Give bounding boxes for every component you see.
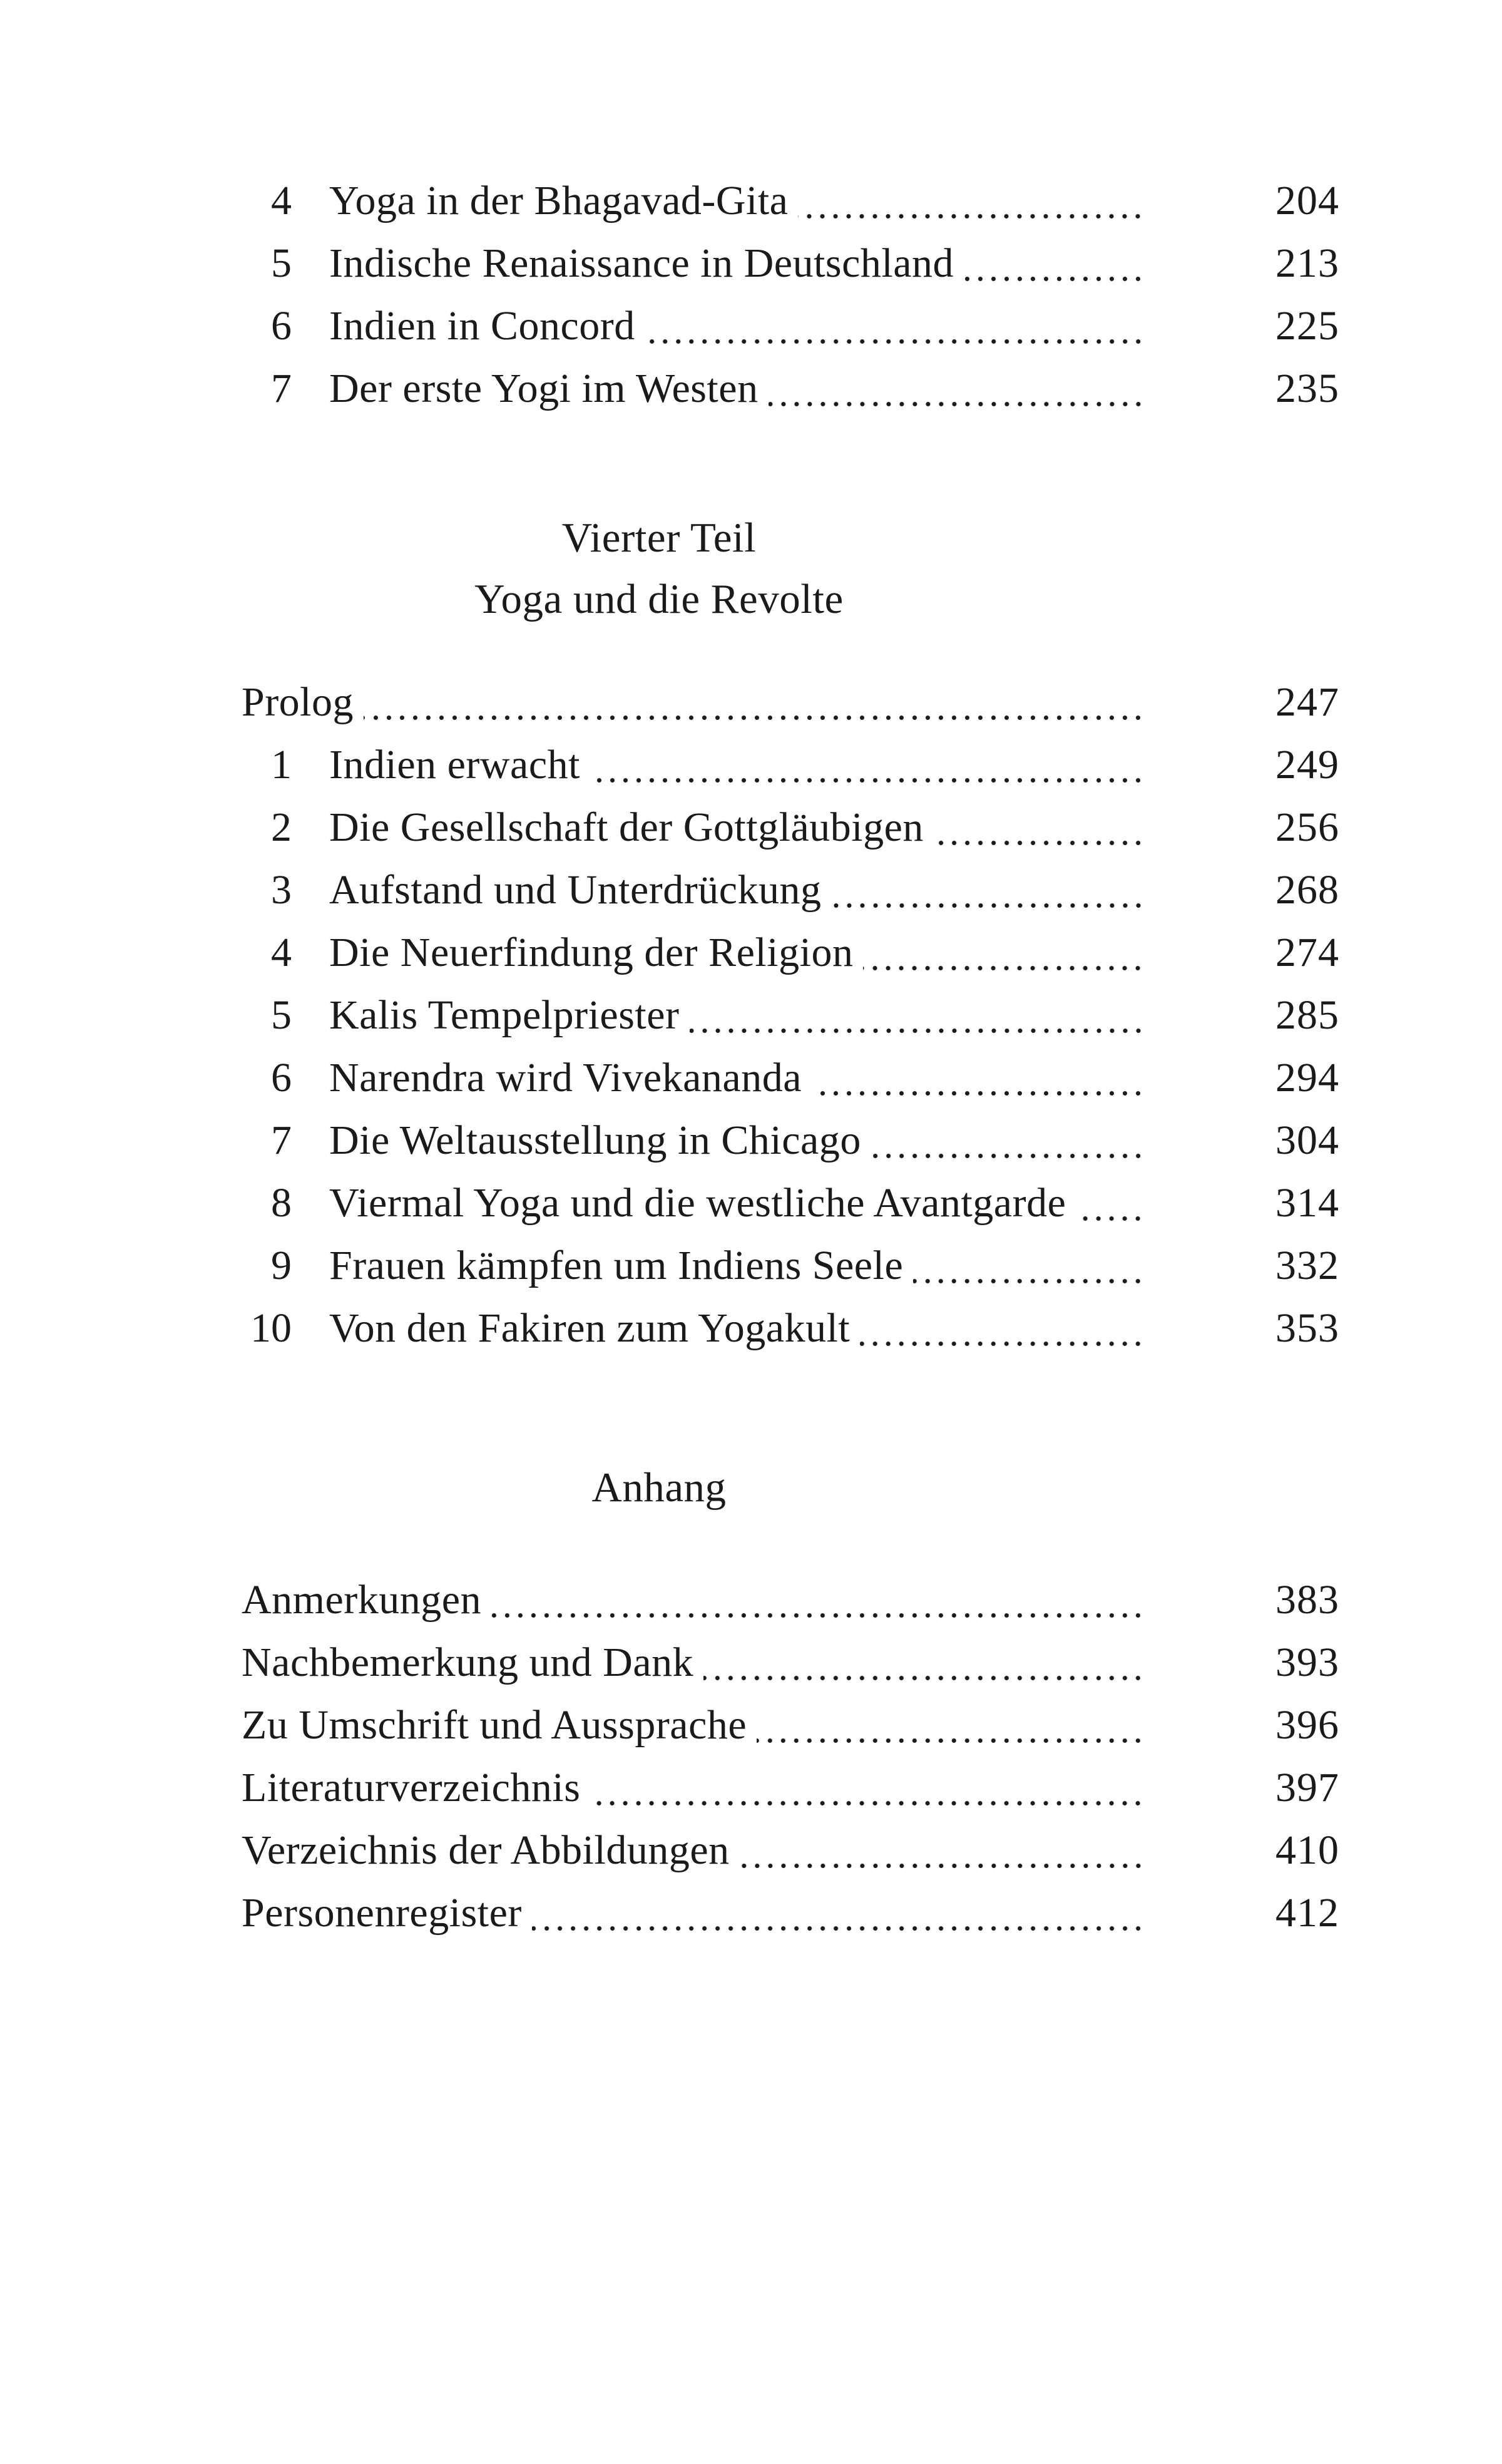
entry-page-number: 294: [1275, 1055, 1339, 1101]
dot-leader: [934, 840, 1148, 846]
entry-title: Indien erwacht: [329, 742, 580, 788]
section-heading-line: Vierter Teil: [561, 515, 757, 561]
dot-leader: [1076, 1216, 1148, 1221]
entry-page-number: 304: [1275, 1117, 1339, 1163]
toc-entry: [242, 671, 1339, 734]
toc-entry: [242, 232, 1339, 295]
dot-leader: [871, 1153, 1148, 1159]
entry-number: 6: [271, 303, 292, 349]
toc-entry: [242, 1882, 1339, 1944]
entry-page-number: 235: [1275, 366, 1339, 411]
entry-number: 7: [271, 366, 292, 411]
dot-leader: [757, 1738, 1148, 1743]
entry-title: Literaturverzeichnis: [242, 1765, 581, 1810]
toc-entry: [242, 1569, 1339, 1631]
entry-page-number: 396: [1275, 1702, 1339, 1748]
dot-leader: [590, 778, 1148, 783]
entry-page-number: 247: [1275, 679, 1339, 725]
entry-title: Anmerkungen: [242, 1577, 482, 1623]
dot-leader: [812, 1091, 1148, 1096]
entry-title: Von den Fakiren zum Yogakult: [329, 1305, 851, 1351]
dot-leader: [964, 276, 1148, 282]
dot-leader: [364, 715, 1148, 721]
entry-title: Zu Umschrift und Aussprache: [242, 1702, 747, 1748]
entry-number: 7: [271, 1117, 292, 1163]
dot-leader: [769, 401, 1148, 407]
entry-number: 4: [271, 930, 292, 975]
entry-page-number: 353: [1275, 1305, 1339, 1351]
dot-leader: [832, 903, 1148, 908]
entry-number: 8: [271, 1180, 292, 1226]
dot-leader: [798, 213, 1148, 219]
part-heading: [242, 507, 1076, 630]
toc-entry: [242, 170, 1339, 232]
entry-page-number: 410: [1275, 1827, 1339, 1873]
entry-page-number: 332: [1275, 1243, 1339, 1288]
entry-page-number: 225: [1275, 303, 1339, 349]
entry-page-number: 285: [1275, 992, 1339, 1038]
entry-title: Yoga in der Bhagavad-Gita: [329, 178, 789, 223]
toc-entry: [242, 1297, 1339, 1360]
entry-page-number: 393: [1275, 1640, 1339, 1685]
section-heading-line: Anhang: [591, 1464, 727, 1511]
entry-title: Die Neuerfindung der Religion: [329, 930, 854, 975]
entry-page-number: 314: [1275, 1180, 1339, 1226]
entry-number: 5: [271, 992, 292, 1038]
toc-entry: [242, 734, 1339, 796]
entry-page-number: 268: [1275, 867, 1339, 913]
toc-section: [242, 671, 1339, 1360]
dot-leader: [913, 1278, 1148, 1284]
entry-page-number: 383: [1275, 1577, 1339, 1623]
section-heading-line: Yoga und die Revolte: [474, 576, 844, 622]
toc-section: [242, 1569, 1339, 1944]
entry-page-number: 274: [1275, 930, 1339, 975]
entry-page-number: 213: [1275, 240, 1339, 286]
entry-number: 1: [271, 742, 292, 788]
entry-page-number: 249: [1275, 742, 1339, 788]
entry-title: Prolog: [242, 679, 354, 725]
entry-title: Die Gesellschaft der Gottgläubigen: [329, 804, 924, 850]
toc-entry: [242, 1235, 1339, 1297]
entry-title: Indische Renaissance in Deutschland: [329, 240, 954, 286]
entry-title: Nachbemerkung und Dank: [242, 1640, 694, 1685]
entry-page-number: 397: [1275, 1765, 1339, 1810]
toc-entry: [242, 1694, 1339, 1757]
entry-title: Aufstand und Unterdrückung: [329, 867, 822, 913]
toc-entry: [242, 1109, 1339, 1172]
part-heading: [242, 1457, 1076, 1518]
dot-leader: [740, 1863, 1148, 1869]
toc-entry: [242, 1631, 1339, 1694]
dot-leader: [690, 1028, 1149, 1034]
entry-title: Personenregister: [242, 1890, 522, 1936]
toc-entry: [242, 921, 1339, 984]
entry-number: 9: [271, 1243, 292, 1288]
dot-leader: [590, 1800, 1148, 1806]
dot-leader: [645, 339, 1148, 344]
entry-number: 10: [250, 1305, 292, 1351]
toc-entry: [242, 1757, 1339, 1819]
dot-leader: [703, 1675, 1148, 1681]
entry-number: 2: [271, 804, 292, 850]
entry-page-number: 204: [1275, 178, 1339, 223]
toc-entry: [242, 1819, 1339, 1882]
entry-number: 4: [271, 178, 292, 223]
entry-page-number: 412: [1275, 1890, 1339, 1936]
dot-leader: [863, 965, 1148, 971]
entry-title: Kalis Tempelpriester: [329, 992, 680, 1038]
entry-page-number: 256: [1275, 804, 1339, 850]
dot-leader: [532, 1926, 1148, 1931]
entry-title: Die Weltausstellung in Chicago: [329, 1117, 861, 1163]
entry-number: 3: [271, 867, 292, 913]
dot-leader: [491, 1613, 1148, 1618]
toc-entry: [242, 1172, 1339, 1235]
toc-entry: [242, 796, 1339, 859]
entry-title: Indien in Concord: [329, 303, 635, 349]
entry-title: Verzeichnis der Abbildungen: [242, 1827, 730, 1873]
toc-entry: [242, 357, 1339, 420]
entry-title: Der erste Yogi im Westen: [329, 366, 759, 411]
entry-title: Viermal Yoga und die westliche Avantgarde: [329, 1180, 1066, 1226]
toc-entry: [242, 984, 1339, 1047]
entry-title: Frauen kämpfen um Indiens Seele: [329, 1243, 904, 1288]
toc-entry: [242, 295, 1339, 357]
entry-number: 6: [271, 1055, 292, 1101]
entry-number: 5: [271, 240, 292, 286]
toc-entry: [242, 859, 1339, 921]
toc-section: [242, 170, 1339, 420]
entry-title: Narendra wird Vivekananda: [329, 1055, 802, 1101]
dot-leader: [860, 1341, 1148, 1347]
toc-entry: [242, 1047, 1339, 1109]
